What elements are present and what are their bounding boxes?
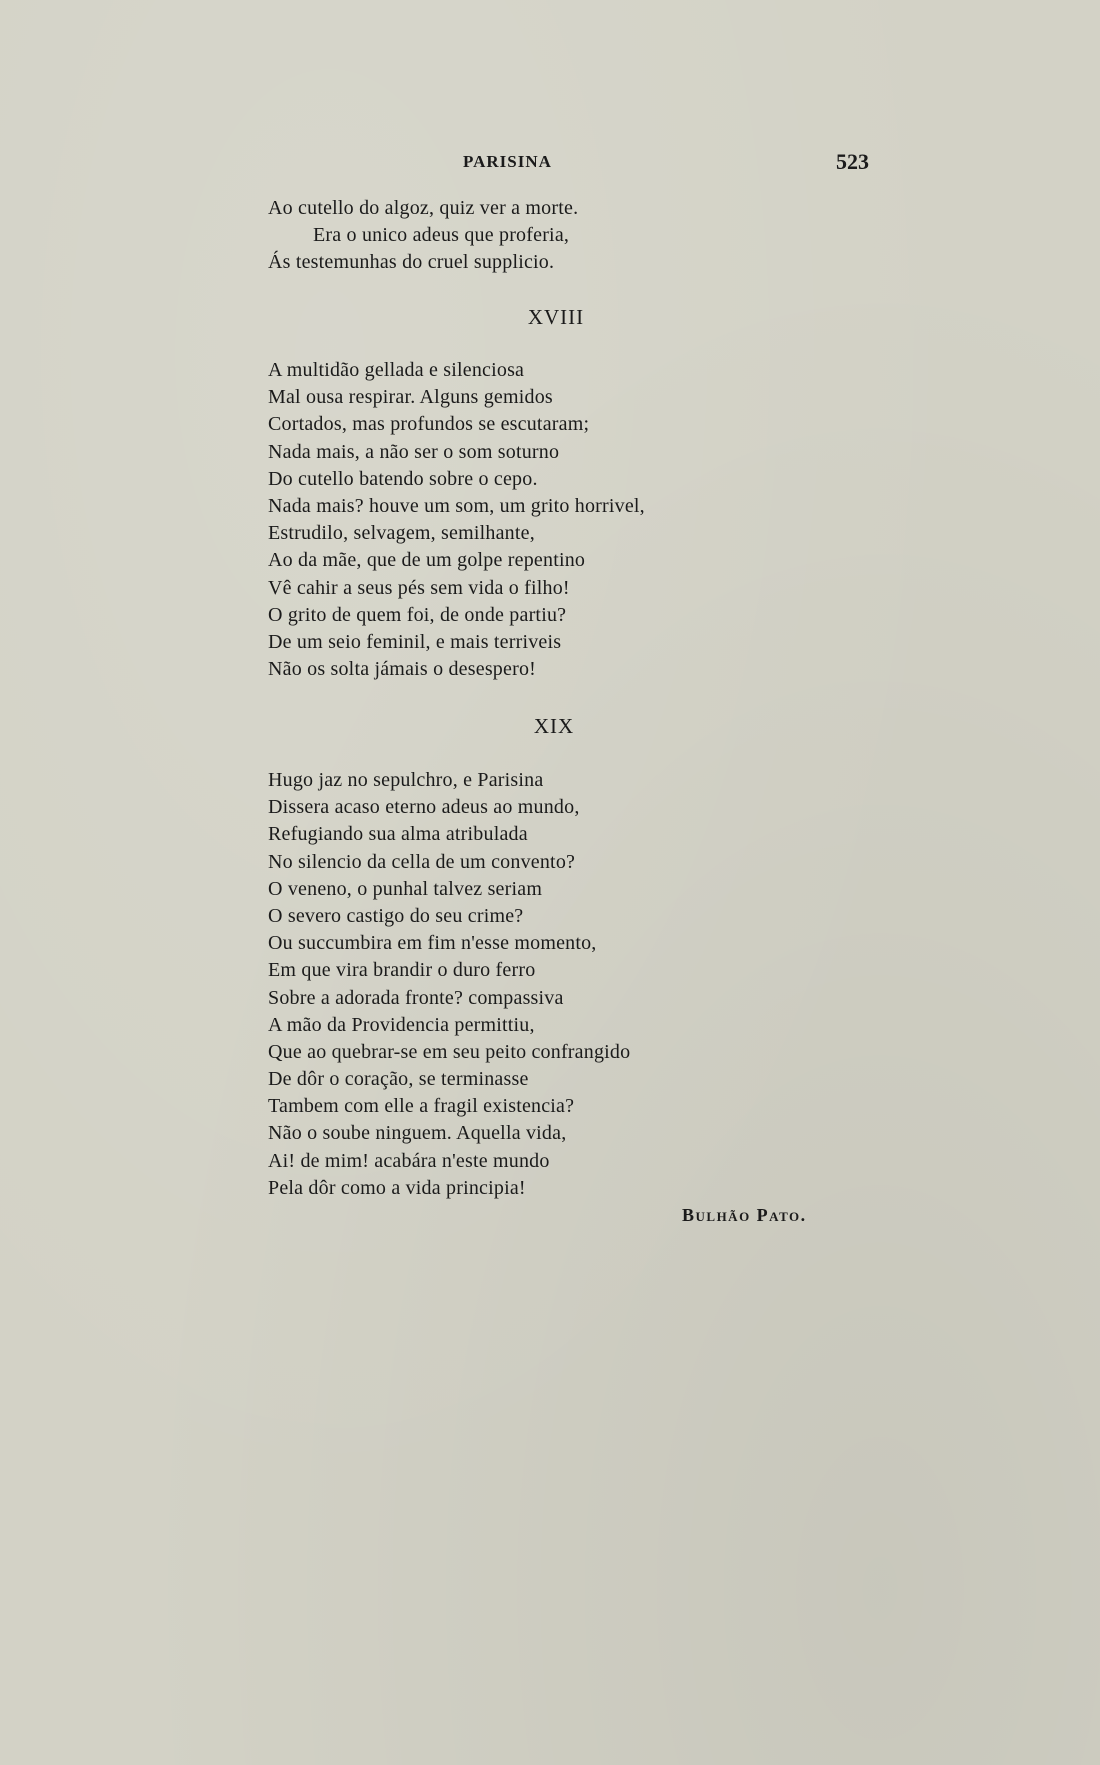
verse-line: O grito de quem foi, de onde partiu?	[268, 603, 567, 626]
opening-stanza	[268, 195, 578, 277]
verse-line: Estrudilo, selvagem, semilhante,	[268, 522, 535, 545]
verse-line: Nada mais? houve um som, um grito horrivel,	[268, 494, 645, 517]
section-heading-xix: XIX	[533, 714, 575, 738]
verse-line: Não o soube ninguem. Aquella vida,	[268, 1122, 567, 1145]
verse-line: De um seio feminil, e mais terriveis	[268, 630, 562, 653]
verse-line: Ao cutello do algoz, quiz ver a morte.	[268, 197, 579, 219]
verse-line: O severo castigo do seu crime?	[268, 904, 524, 927]
verse-line: Dissera acaso eterno adeus ao mundo,	[268, 796, 580, 819]
verse-line: Que ao quebrar-se em seu peito confrangido	[268, 1040, 631, 1063]
verse-line: Vê cahir a seus pés sem vida o filho!	[268, 576, 570, 599]
verse-line: A mão da Providencia permittiu,	[268, 1013, 535, 1036]
running-head	[0, 149, 1100, 182]
verse-line: Refugiando sua alma atribulada	[268, 823, 528, 846]
verse-line: Ás testemunhas do cruel supplicio.	[268, 251, 555, 274]
verse-line: Ai! de mim! acabára n'este mundo	[268, 1149, 550, 1172]
verse-line: Tambem com elle a fragil existencia?	[268, 1095, 575, 1118]
verse-line: Mal ousa respirar. Alguns gemidos	[268, 386, 553, 409]
section-heading-xviii: XVIII	[527, 305, 585, 329]
verse-line: Hugo jaz no sepulchro, e Parisina	[268, 769, 544, 791]
verse-line: A multidão gellada e silenciosa	[268, 359, 525, 381]
verse-line: No silencio da cella de um convento?	[268, 850, 576, 873]
verse-line: Nada mais, a não ser o som soturno	[268, 440, 560, 463]
verse-line: Era o unico adeus que proferia,	[313, 224, 570, 247]
running-title: PARISINA	[463, 152, 552, 171]
stanza-xviii	[268, 357, 645, 683]
verse-line: De dôr o coração, se terminasse	[268, 1068, 529, 1091]
verse-line: Do cutello batendo sobre o cepo.	[268, 467, 538, 490]
verse-line: O veneno, o punhal talvez seriam	[268, 877, 543, 900]
author-signature: Bulhão Pato.	[682, 1205, 807, 1225]
verse-line: Ao da mãe, que de um golpe repentino	[268, 549, 586, 572]
verse-line: Não os solta jámais o desespero!	[268, 658, 537, 681]
verse-line: Ou succumbira em fim n'esse momento,	[268, 932, 597, 955]
page-number: 523	[836, 149, 869, 174]
stanza-xix	[268, 767, 630, 1202]
verse-line: Pela dôr como a vida principia!	[268, 1176, 526, 1199]
verse-line: Em que vira brandir o duro ferro	[268, 959, 536, 982]
verse-line: Cortados, mas profundos se escutaram;	[268, 413, 590, 436]
verse-line: Sobre a adorada fronte? compassiva	[268, 986, 564, 1009]
